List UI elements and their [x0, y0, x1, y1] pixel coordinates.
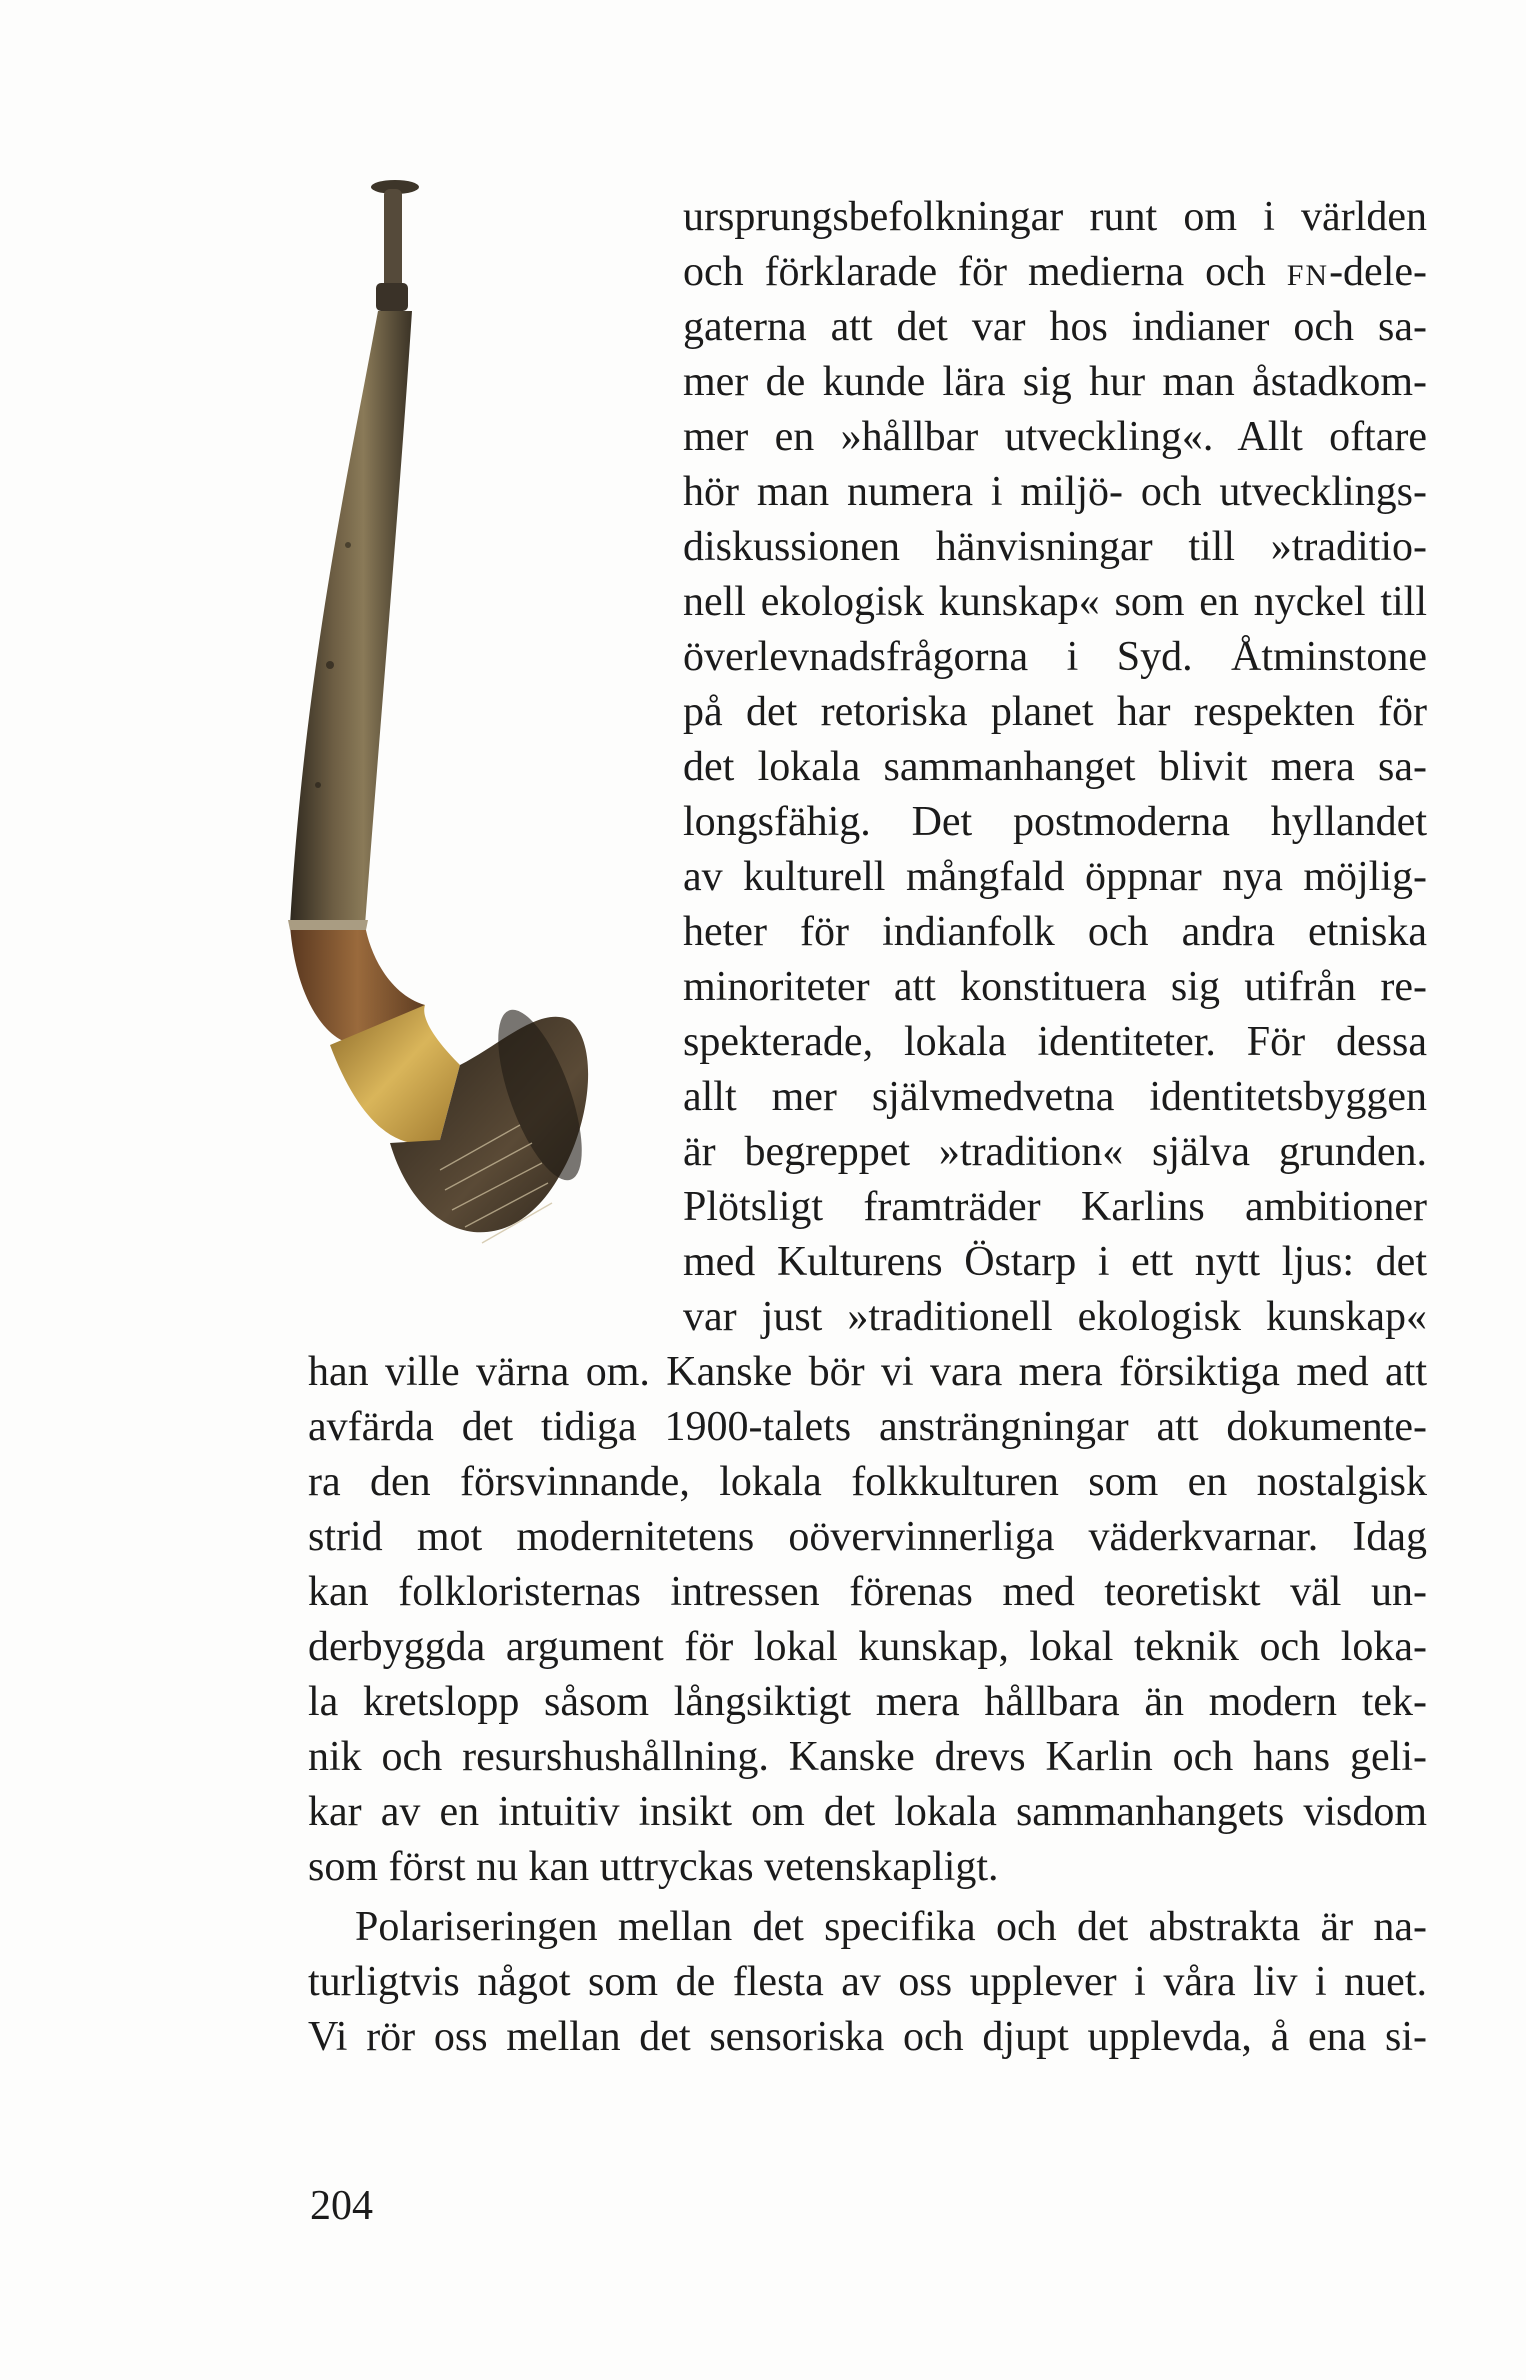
text-line: heter för indianfolk och andra etniska [683, 909, 1427, 955]
text-line: mer en »hållbar utveckling«. Allt oftare [683, 414, 1427, 460]
page-number: 204 [310, 2183, 373, 2229]
text-line: med Kulturens Östarp i ett nytt ljus: det [683, 1239, 1427, 1285]
text-line: derbyggda argument för lokal kunskap, lokal teknik och loka- [308, 1624, 1427, 1670]
text-line: som först nu kan uttryckas vetenskapligt. [308, 1844, 999, 1890]
text-line: det lokala sammanhanget blivit mera sa- [683, 744, 1427, 790]
text-line: hör man numera i miljö- och utvecklings- [683, 469, 1427, 515]
text-line: och förklarade för medierna och FN-dele- [683, 249, 1427, 295]
text-line: av kulturell mångfald öppnar nya möjlig- [683, 854, 1427, 900]
text-line: spekterade, lokala identiteter. För dessa [683, 1019, 1427, 1065]
text-line: avfärda det tidiga 1900-talets ansträngningar att dokumente- [308, 1404, 1427, 1450]
text-line: turligtvis något som de flesta av oss upplever i våra liv i nuet. [308, 1959, 1427, 2005]
text-line: strid mot modernitetens oövervinnerliga väderkvarnar. Idag [308, 1514, 1427, 1560]
paragraph-first-line: Polariseringen mellan det specifika och det abstrakta är na- [355, 1904, 1427, 1950]
horn-icon [270, 165, 670, 1315]
text-line: var just »traditionell ekologisk kunskap« [683, 1294, 1427, 1340]
text-line: minoriteter att konstituera sig utifrån re- [683, 964, 1427, 1010]
powder-horn-illustration [270, 165, 670, 1315]
text-line: gaterna att det var hos indianer och sa- [683, 304, 1427, 350]
acronym-fn: FN [1286, 259, 1330, 292]
text-line: la kretslopp såsom långsiktigt mera hållbara än modern tek- [308, 1679, 1427, 1725]
text-line: mer de kunde lära sig hur man åstadkom- [683, 359, 1427, 405]
text-line: är begreppet »tradition« själva grunden. [683, 1129, 1427, 1175]
text-line: diskussionen hänvisningar till »traditio- [683, 524, 1427, 570]
text-line: på det retoriska planet har respekten för [683, 689, 1427, 735]
text-line: Plötsligt framträder Karlins ambitioner [683, 1184, 1427, 1230]
text-line: nell ekologisk kunskap« som en nyckel till [683, 579, 1427, 625]
text-line: nik och resurshushållning. Kanske drevs Karlin och hans geli- [308, 1734, 1427, 1780]
text-line: ursprungsbefolkningar runt om i världen [683, 194, 1427, 240]
text-line: överlevnadsfrågorna i Syd. Åtminstone [683, 634, 1427, 680]
text-line: ra den försvinnande, lokala folkkulturen som en nostalgisk [308, 1459, 1427, 1505]
text-line: Vi rör oss mellan det sensoriska och djupt upplevda, å ena si- [308, 2014, 1427, 2060]
text-line: han ville värna om. Kanske bör vi vara mera försiktiga med att [308, 1349, 1427, 1395]
text-line: allt mer självmedvetna identitetsbyggen [683, 1074, 1427, 1120]
text-line: kan folkloristernas intressen förenas med teoretiskt väl un- [308, 1569, 1427, 1615]
text-line: longsfähig. Det postmoderna hyllandet [683, 799, 1427, 845]
text-line: kar av en intuitiv insikt om det lokala sammanhangets visdom [308, 1789, 1427, 1835]
